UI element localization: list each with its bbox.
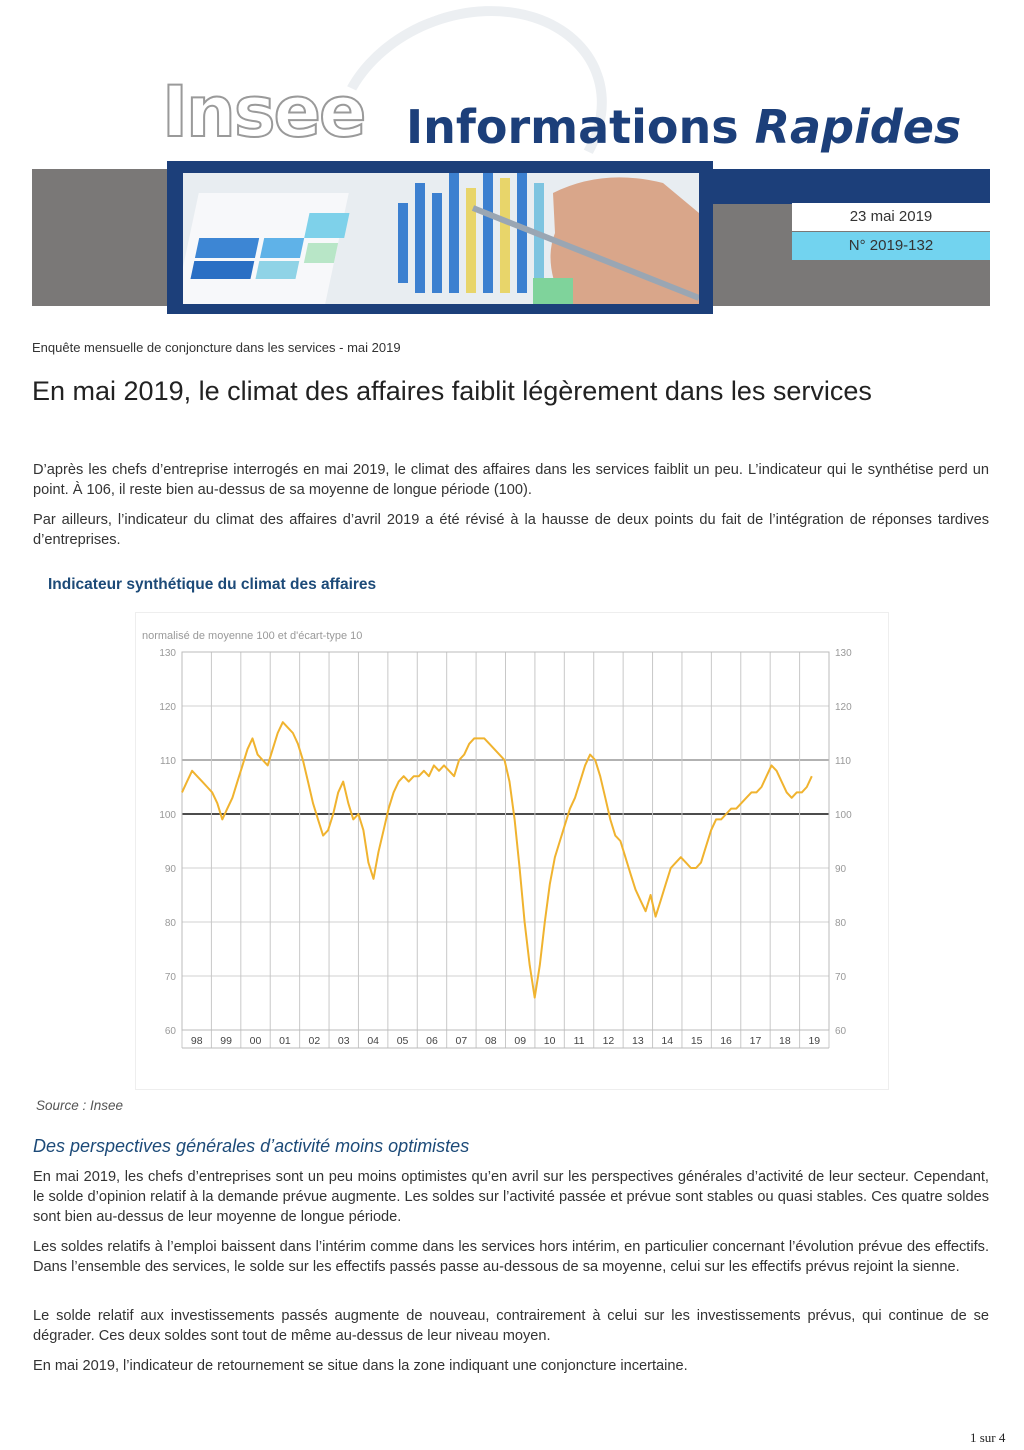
page-number: 1 sur 4 <box>970 1430 1006 1445</box>
intro-paragraph: Par ailleurs, l’indicateur du climat des affaires d’avril 2019 a été révisé à la hausse de deux points du fait de l’intégration de réponses tardives d’entreprises. <box>33 512 989 548</box>
y-tick-label-left: 90 <box>164 864 176 875</box>
x-tick-label: 00 <box>249 1035 262 1047</box>
x-tick-label: 03 <box>337 1035 350 1047</box>
y-tick-label-left: 100 <box>159 810 176 821</box>
x-tick-label: 09 <box>514 1035 527 1047</box>
header-blue-strip <box>713 169 990 204</box>
x-tick-label: 15 <box>690 1035 703 1047</box>
x-tick-label: 07 <box>455 1035 468 1047</box>
x-tick-label: 17 <box>749 1035 762 1047</box>
x-tick-label: 13 <box>631 1035 644 1047</box>
y-tick-label-right: 70 <box>835 972 847 983</box>
y-tick-label-right: 120 <box>835 702 852 713</box>
insee-logo: Insee <box>162 71 365 153</box>
x-tick-label: 14 <box>661 1035 674 1047</box>
y-tick-label-right: 100 <box>835 810 852 821</box>
section-paragraph: Le solde relatif aux investissements passés augmente de nouveau, contrairement à celui sur les investissements prévus, qui continue de se dégrader. Ces deux soldes sont tout de même au-dessus de leur niveau moyen. <box>33 1308 989 1344</box>
x-tick-label: 02 <box>308 1035 321 1047</box>
y-tick-label-left: 80 <box>164 918 176 929</box>
publication-number: N° 2019-132 <box>792 232 990 260</box>
y-tick-label-right: 130 <box>835 648 852 659</box>
y-tick-label-right: 60 <box>835 1026 847 1037</box>
x-tick-label: 98 <box>190 1035 203 1047</box>
y-tick-label-right: 80 <box>835 918 847 929</box>
section-paragraph: En mai 2019, les chefs d’entreprises sont un peu moins optimistes qu’en avril sur les perspectives générales d’activité de leur secteur. Cependant, le solde d’opinion relatif à la demande prévue augmente. Les soldes sur l’activité passée et prévue sont stables ou quasi stables. Ces quatre soldes sont bien au-dessus de leur moyenne de longue période. <box>33 1169 989 1225</box>
publication-date: 23 mai 2019 <box>792 203 990 231</box>
series-line <box>182 722 812 997</box>
x-tick-label: 19 <box>808 1035 821 1047</box>
x-tick-label: 11 <box>573 1035 585 1047</box>
climate-indicator-chart <box>135 612 887 1088</box>
y-tick-label-right: 110 <box>835 756 851 767</box>
x-tick-label: 05 <box>396 1035 409 1047</box>
x-tick-label: 04 <box>367 1035 380 1047</box>
y-tick-label-left: 60 <box>164 1026 176 1037</box>
y-tick-label-left: 120 <box>159 702 176 713</box>
y-tick-label-right: 90 <box>835 864 847 875</box>
header-photo-illustration <box>183 173 699 304</box>
x-tick-label: 16 <box>720 1035 732 1047</box>
intro-paragraph: D’après les chefs d’entreprise interrogés en mai 2019, le climat des affaires dans les services faiblit un peu. L’indicateur qui le synthétise perd un point. À 106, il reste bien au-dessus de sa moyenne de longue période (100). <box>33 462 989 498</box>
chart-source: Source : Insee <box>36 1098 124 1113</box>
x-tick-label: 01 <box>279 1035 291 1047</box>
x-tick-label: 18 <box>779 1035 791 1047</box>
publication-title-main: Informations <box>406 100 755 154</box>
section-heading: Des perspectives générales d’activité moins optimistes <box>33 1136 470 1156</box>
header-photo <box>183 173 699 304</box>
publication-title-italic: Rapides <box>754 100 962 154</box>
chart-title: Indicateur synthétique du climat des affaires <box>48 576 377 593</box>
y-tick-label-left: 110 <box>160 756 176 767</box>
section-paragraph: Les soldes relatifs à l’emploi baissent dans l’intérim comme dans les services hors intérim, en particulier concernant l’évolution prévue des effectifs. Dans l’ensemble des services, le solde sur les effectifs passés passe au-dessous de sa moyenne, celui sur les effectifs prévus rejoint la sienne. <box>33 1239 989 1275</box>
x-tick-label: 12 <box>602 1035 615 1047</box>
publication-title <box>406 98 961 156</box>
x-tick-label: 08 <box>484 1035 497 1047</box>
survey-label: Enquête mensuelle de conjoncture dans les services - mai 2019 <box>32 340 401 355</box>
x-tick-label: 99 <box>220 1035 232 1047</box>
y-tick-label-left: 130 <box>159 648 176 659</box>
chart-subtitle: normalisé de moyenne 100 et d'écart-type 10 <box>142 630 363 642</box>
y-tick-label-left: 70 <box>164 972 176 983</box>
main-heading: En mai 2019, le climat des affaires faiblit légèrement dans les services <box>32 376 872 406</box>
x-tick-label: 10 <box>543 1035 556 1047</box>
section-paragraph: En mai 2019, l’indicateur de retournement se situe dans la zone indiquant une conjoncture incertaine. <box>33 1358 688 1374</box>
x-tick-label: 06 <box>426 1035 438 1047</box>
